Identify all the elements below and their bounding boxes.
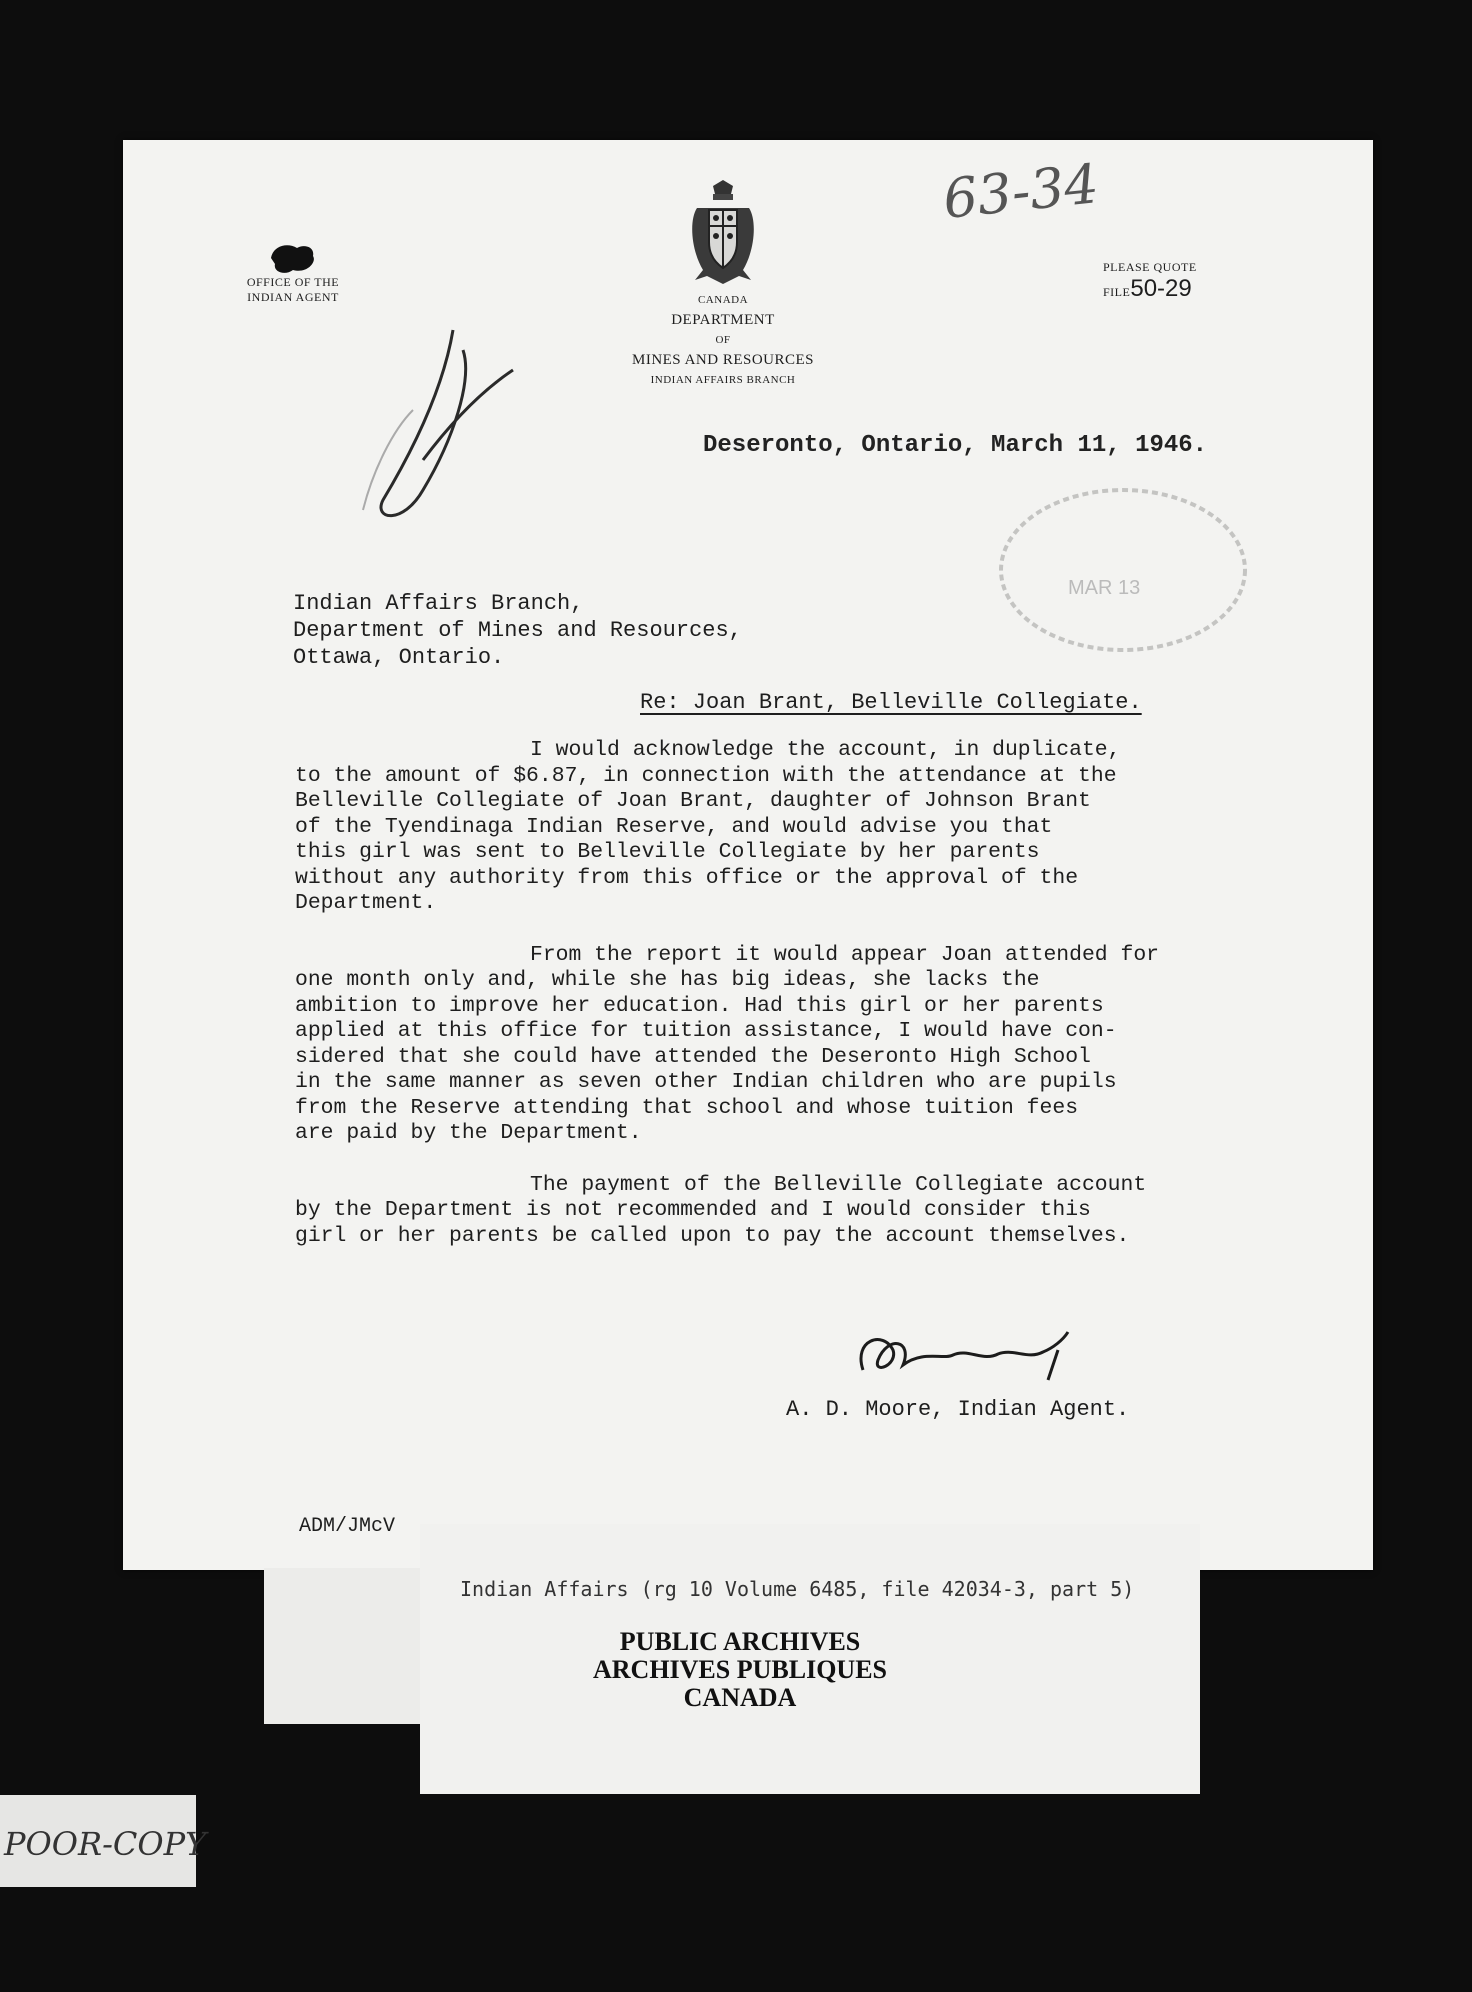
letter-body [295,738,1355,1275]
branch-label: INDIAN AFFAIRS BRANCH [650,374,796,386]
body-line: Belleville Collegiate of Joan Brant, daughter of Johnson Brant [295,789,1091,813]
subject-line: Re: Joan Brant, Belleville Collegiate. [640,690,1142,715]
file-number: 50-29 [1130,275,1192,302]
ministry-label: MINES AND RESOURCES [631,352,815,368]
body-line: by the Department is not recommended and I would consider this [295,1198,1091,1222]
department-label: DEPARTMENT [671,312,775,328]
body-line: applied at this office for tuition assistance, I would have con- [295,1019,1117,1043]
body-line: I would acknowledge the account, in duplicate, [530,738,1121,762]
addressee-line: Ottawa, Ontario. [293,645,505,670]
poor-copy-label: POOR-COPY [4,1825,207,1863]
received-stamp [993,480,1253,660]
addressee-line: Indian Affairs Branch, [293,591,584,616]
office-label: OFFICE OF THE INDIAN AGENT [246,275,340,304]
coat-of-arms-icon [683,180,763,290]
typist-reference: ADM/JMcV [299,1515,396,1538]
crest-icon [263,240,323,280]
paragraph-3 [295,1173,1355,1250]
archives-line: PUBLIC ARCHIVES [619,1627,861,1656]
archive-label-left [264,1568,424,1724]
file-reference [1103,260,1263,303]
country-label: CANADA [697,294,749,306]
body-line: are paid by the Department. [295,1121,642,1145]
archives-stamp [560,1628,920,1712]
handwritten-signature [843,1320,1083,1390]
body-line: ambition to improve her education. Had this girl or her parents [295,993,1104,1018]
paragraph-2 [295,943,1355,1147]
archive-citation: Indian Affairs (rg 10 Volume 6485, file 42034-3, part 5) [460,1577,1135,1601]
archives-line: CANADA [683,1683,797,1712]
signatory-name: A. D. Moore, Indian Agent. [786,1397,1130,1422]
addressee-line: Department of Mines and Resources, [293,618,742,643]
body-line: Department. [295,891,437,915]
file-label: FILE [1103,285,1131,299]
letter-page [123,140,1373,1570]
body-line: sidered that she could have attended the Deseronto High School [295,1044,1091,1069]
body-line: without any authority from this office or the approval of the [295,865,1079,890]
please-quote-label: PLEASE QUOTE [1103,260,1197,274]
archives-line: ARCHIVES PUBLIQUES [592,1655,887,1684]
date-line: Deseronto, Ontario, March 11, 1946. [703,432,1208,459]
body-line: in the same manner as seven other Indian children who are pupils [295,1070,1117,1094]
body-line: from the Reserve attending that school and whose tuition fees [295,1095,1079,1120]
body-line: of the Tyendinaga Indian Reserve, and would advise you that [295,814,1053,839]
handwritten-initials [303,310,543,540]
handwritten-file-number: 63-34 [940,152,1102,231]
received-stamp-date: MAR 13 [1068,577,1141,599]
department-of: OF [715,334,731,346]
body-line: this girl was sent to Belleville Collegiate by her parents [295,840,1040,864]
addressee-block [293,590,742,671]
department-block [593,290,853,390]
paragraph-1 [295,738,1355,917]
body-line: The payment of the Belleville Collegiate account [530,1172,1147,1197]
archive-label-bottom [420,1724,1200,1794]
body-line: to the amount of $6.87, in connection with the attendance at the [295,763,1117,788]
body-line: girl or her parents be called upon to pay the account themselves. [295,1223,1130,1248]
body-line: From the report it would appear Joan attended for [530,942,1159,967]
body-line: one month only and, while she has big ideas, she lacks the [295,968,1040,992]
